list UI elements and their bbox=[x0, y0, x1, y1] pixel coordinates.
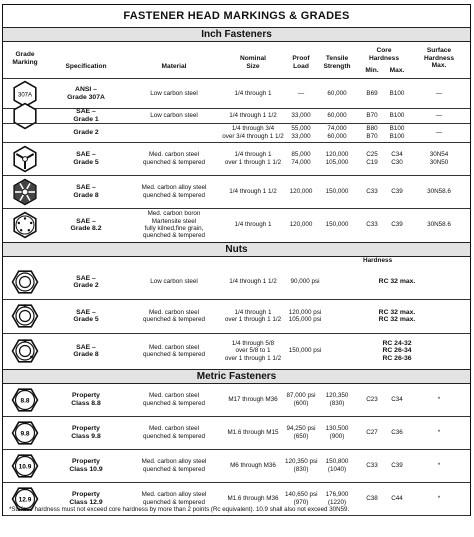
hex-5lines-icon bbox=[11, 211, 39, 239]
row-divider bbox=[3, 449, 470, 450]
metric-row-3-max: C44 bbox=[391, 494, 403, 502]
nut-row-1-material: Med. carbon steel quenched & tempered bbox=[143, 308, 205, 323]
inch-row-4-min: C33 bbox=[366, 187, 378, 195]
inch-row-2-max: B100 B100 bbox=[389, 125, 405, 140]
svg-text:9.8: 9.8 bbox=[20, 430, 30, 437]
header-proof-load: Proof Load bbox=[292, 55, 310, 70]
inch-row-5-max: C39 bbox=[391, 221, 403, 229]
inch-row-5-min: C33 bbox=[366, 221, 378, 229]
metric-row-0-spec: Property Class 8.8 bbox=[71, 392, 101, 407]
metric-row-3-proof: 140,650 psi (970) bbox=[285, 491, 318, 506]
metric-row-3-material: Med. carbon alloy steel quenched & tempered bbox=[141, 491, 207, 506]
section-inch: Inch Fasteners bbox=[3, 27, 470, 42]
header-max: Max. bbox=[389, 67, 405, 74]
row-divider bbox=[3, 333, 470, 334]
inch-row-3-tensile: 120,000 105,000 bbox=[325, 151, 349, 166]
inch-row-4-spec: SAE – Grade 8 bbox=[73, 184, 99, 199]
metric-row-2-min: C33 bbox=[366, 461, 378, 469]
inch-row-1-surface: — bbox=[435, 111, 443, 119]
nut-row-1-spec: SAE – Grade 5 bbox=[73, 308, 99, 323]
section-nuts: Nuts bbox=[3, 242, 470, 257]
metric-row-1-min: C27 bbox=[366, 428, 378, 436]
inch-row-1-proof: 33,000 bbox=[291, 111, 311, 119]
nut-row-2-size: 1/4 through 5/8 over 5/8 to 1 over 1 through 1 1/2 bbox=[224, 339, 282, 362]
nut-row-0-proof: 90,000 psi bbox=[290, 278, 320, 286]
metric-row-0-proof: 87,000 psi (600) bbox=[286, 392, 316, 407]
nut-dot-icon bbox=[11, 302, 39, 330]
inch-row-1-material: Low carbon steel bbox=[150, 111, 198, 119]
hex-3lines-icon bbox=[11, 145, 39, 173]
m88-icon bbox=[11, 386, 39, 414]
row-divider bbox=[3, 175, 470, 176]
metric-row-1-size: M1.6 through M15 bbox=[227, 428, 279, 436]
metric-row-2-tensile: 150,800 (1040) bbox=[325, 458, 349, 473]
metric-row-1-proof: 94,250 psi (650) bbox=[286, 425, 316, 440]
inch-row-4-max: C39 bbox=[391, 187, 403, 195]
nut-plain-icon bbox=[11, 268, 39, 296]
row-divider bbox=[3, 299, 470, 300]
metric-row-2-spec: Property Class 10.9 bbox=[69, 458, 103, 473]
metric-row-0-surface: * bbox=[437, 395, 441, 403]
metric-row-3-tensile: 176,900 (1220) bbox=[325, 491, 349, 506]
svg-text:8.8: 8.8 bbox=[20, 397, 30, 404]
header-min: Min. bbox=[365, 67, 379, 74]
header-material: Material bbox=[161, 63, 187, 70]
nut-row-2-proof: 150,000 psi bbox=[288, 347, 322, 355]
header-tensile-strength: Tensile Strength bbox=[323, 55, 351, 70]
svg-text:307A: 307A bbox=[17, 92, 33, 98]
inch-row-2-tensile: 74,000 60,000 bbox=[327, 125, 347, 140]
nut-hardness-header: Hardness bbox=[363, 257, 393, 264]
metric-row-1-material: Med. carbon steel quenched & tempered bbox=[143, 425, 205, 440]
inch-row-2-min: B80 B70 bbox=[366, 125, 378, 140]
nut-row-0-hardness: RC 32 max. bbox=[378, 278, 416, 286]
inch-row-0-size: 1/4 through 1 bbox=[234, 89, 272, 97]
metric-row-3-spec: Property Class 12.9 bbox=[69, 491, 103, 506]
metric-row-0-size: M17 through M36 bbox=[228, 395, 278, 403]
nut-row-1-proof: 120,000 psi 105,000 psi bbox=[288, 308, 322, 323]
inch-row-5-tensile: 150,000 bbox=[325, 221, 349, 229]
inch-row-5-material: Med. carbon boron Martensite steel fully kilned,fine grain, quenched & tempered bbox=[143, 210, 205, 240]
page-title: FASTENER HEAD MARKINGS & GRADES bbox=[123, 10, 350, 22]
row-divider bbox=[3, 123, 470, 124]
nut-row-0-spec: SAE – Grade 2 bbox=[73, 274, 99, 289]
row-divider bbox=[3, 416, 470, 417]
metric-row-2-max: C39 bbox=[391, 461, 403, 469]
metric-row-1-surface: * bbox=[437, 428, 441, 436]
nut-row-0-size: 1/4 through 1 1/2 bbox=[229, 278, 277, 286]
inch-row-1-tensile: 60,000 bbox=[327, 111, 347, 119]
inch-row-5-proof: 120,000 bbox=[289, 221, 313, 229]
inch-row-3-material: Med. carbon steel quenched & tempered bbox=[143, 151, 205, 166]
inch-row-4-material: Med. carbon alloy steel quenched & tempered bbox=[141, 184, 207, 199]
inch-row-0-spec: ANSI – Grade 307A bbox=[67, 86, 105, 101]
header-surface-hardness: Surface Hardness Max. bbox=[423, 47, 455, 69]
inch-row-0-proof: — bbox=[297, 89, 305, 97]
nut-row-2-material: Med. carbon steel quenched & tempered bbox=[143, 343, 205, 358]
hex-plain-icon bbox=[11, 102, 39, 130]
inch-row-1-min: B70 bbox=[366, 111, 378, 119]
inch-row-1-max: B100 bbox=[389, 111, 405, 119]
metric-row-2-material: Med. carbon alloy steel quenched & tempered bbox=[141, 458, 207, 473]
metric-row-1-max: C36 bbox=[391, 428, 403, 436]
metric-row-0-tensile: 120,350 (830) bbox=[325, 392, 349, 407]
inch-row-2-spec: Grade 2 bbox=[73, 128, 99, 136]
header-grade-marking: Grade Marking bbox=[12, 51, 38, 66]
inch-row-3-proof: 85,000 74,000 bbox=[291, 151, 311, 166]
fastener-chart bbox=[2, 4, 471, 516]
inch-row-0-min: B69 bbox=[366, 89, 378, 97]
row-divider bbox=[3, 482, 470, 483]
metric-row-0-material: Med. carbon steel quenched & tempered bbox=[143, 392, 205, 407]
inch-row-0-tensile: 60,000 bbox=[327, 89, 347, 97]
svg-text:10.9: 10.9 bbox=[18, 463, 32, 470]
inch-row-1-spec: SAE – Grade 1 bbox=[73, 108, 99, 123]
metric-row-2-proof: 120,350 psi (830) bbox=[285, 458, 318, 473]
metric-row-0-max: C34 bbox=[391, 395, 403, 403]
inch-row-3-spec: SAE – Grade 5 bbox=[73, 151, 99, 166]
nut-row-2-hardness: RC 24-32 RC 26-34 RC 26-36 bbox=[382, 339, 412, 362]
header-nominal-size: Nominal Size bbox=[239, 55, 266, 70]
footnote: *Surface hardness must not exceed core hardness by more than 2 points (Rc equivalent). 10.9 shall also not exceed 30N59. bbox=[9, 506, 350, 513]
inch-row-4-proof: 120,000 bbox=[289, 187, 313, 195]
inch-row-5-size: 1/4 through 1 bbox=[234, 221, 272, 229]
inch-row-1-size: 1/4 through 1 1/2 bbox=[229, 111, 277, 119]
m109-icon bbox=[11, 452, 39, 480]
inch-row-5-spec: SAE – Grade 8.2 bbox=[70, 217, 102, 232]
inch-row-3-max: C34 C30 bbox=[391, 151, 403, 166]
inch-row-4-surface: 30N58.6 bbox=[427, 187, 451, 195]
header-core-hardness: Core Hardness bbox=[368, 47, 400, 62]
section-metric: Metric Fasteners bbox=[3, 369, 470, 384]
inch-row-2-surface: — bbox=[435, 128, 443, 136]
inch-row-2-proof: 55,000 33,000 bbox=[291, 125, 311, 140]
inch-row-3-min: C25 C19 bbox=[366, 151, 378, 166]
metric-row-2-surface: * bbox=[437, 461, 441, 469]
row-divider bbox=[3, 515, 470, 516]
nut-row-2-spec: SAE – Grade 8 bbox=[73, 343, 99, 358]
inch-row-4-size: 1/4 through 1 1/2 bbox=[229, 187, 277, 195]
inch-row-2-size: 1/4 through 3/4 over 3/4 through 1 1/2 bbox=[222, 125, 284, 140]
metric-row-1-tensile: 130,500 (900) bbox=[325, 425, 349, 440]
inch-row-0-material: Low carbon steel bbox=[150, 89, 198, 97]
nut-dots-icon bbox=[11, 337, 39, 365]
metric-row-0-min: C23 bbox=[366, 395, 378, 403]
metric-row-3-size: M1.6 through M36 bbox=[227, 494, 279, 502]
inch-row-4-tensile: 150,000 bbox=[325, 187, 349, 195]
hex-6lines-icon bbox=[11, 178, 39, 206]
row-divider bbox=[3, 208, 470, 209]
m98-icon bbox=[11, 419, 39, 447]
svg-text:12.9: 12.9 bbox=[18, 496, 32, 503]
inch-row-0-surface: — bbox=[435, 89, 443, 97]
metric-row-2-size: M6 through M36 bbox=[230, 461, 276, 469]
metric-row-1-spec: Property Class 9.8 bbox=[71, 425, 101, 440]
nut-row-0-material: Low carbon steel bbox=[150, 278, 198, 286]
nut-row-1-size: 1/4 through 1 over 1 through 1 1/2 bbox=[224, 308, 282, 323]
metric-row-3-min: C38 bbox=[366, 494, 378, 502]
inch-row-5-surface: 30N58.6 bbox=[427, 221, 451, 229]
row-divider bbox=[3, 142, 470, 143]
nut-row-1-hardness: RC 32 max. RC 32 max. bbox=[378, 308, 416, 323]
metric-row-3-surface: * bbox=[437, 494, 441, 502]
inch-row-0-max: B100 bbox=[389, 89, 405, 97]
header-specification: Specification bbox=[65, 63, 107, 70]
inch-row-3-surface: 30N54 30N50 bbox=[429, 151, 449, 166]
inch-row-3-size: 1/4 through 1 over 1 through 1 1/2 bbox=[224, 151, 282, 166]
header-divider bbox=[3, 78, 470, 79]
